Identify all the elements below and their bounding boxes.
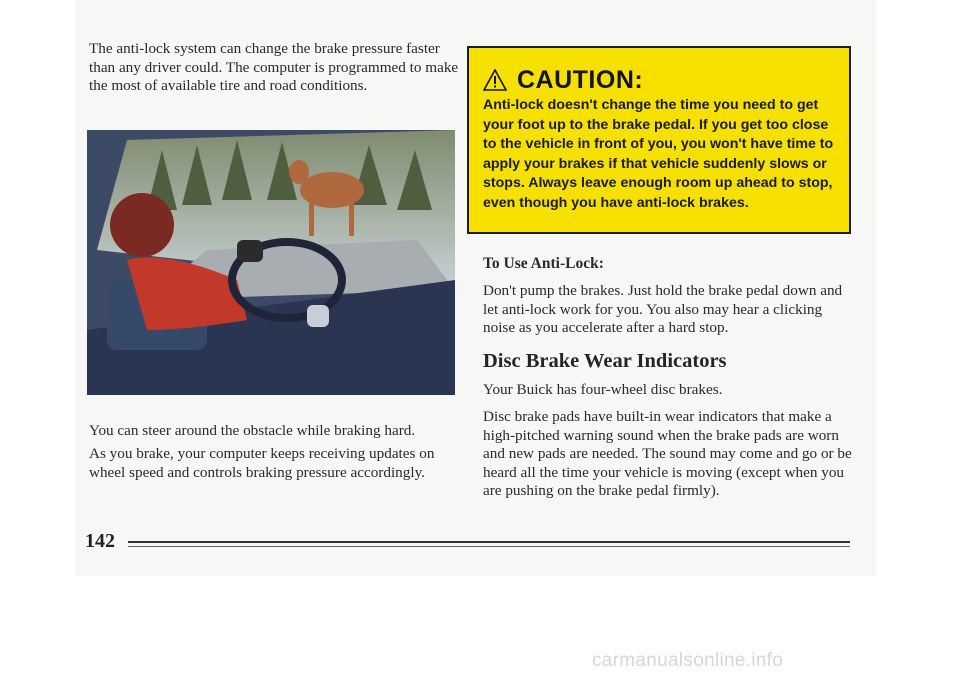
caution-body: Anti-lock doesn't change the time you need to get your foot up to the brake pedal. If you get too close to the vehicle in front of you, you won't have time to apply your brakes if that vehicle suddenly slows or stops. Always leave enough room up ahead to stop, even though you have anti-lock brakes. bbox=[483, 97, 834, 211]
use-antilock-text: Don't pump the brakes. Just hold the brake pedal down and let anti-lock work for you. You also may hear a clicking noise as you accelerate after a hard stop. bbox=[483, 282, 843, 336]
warning-triangle-icon bbox=[483, 69, 507, 91]
footer-rule bbox=[128, 541, 850, 543]
caution-header bbox=[483, 62, 643, 98]
right-column bbox=[483, 255, 853, 510]
use-antilock-subheading: To Use Anti-Lock: bbox=[483, 255, 604, 272]
intro-paragraph: The anti-lock system can change the brake pressure faster than any driver could. The computer is programmed to make the most of available tire and road conditions. bbox=[89, 40, 459, 94]
footer-rule-thin bbox=[128, 546, 850, 547]
caution-box bbox=[467, 46, 851, 234]
illustration-caption: You can steer around the obstacle while braking hard. bbox=[89, 422, 416, 439]
wheel-speed-paragraph: As you brake, your computer keeps receiving updates on wheel speed and controls braking pressure accordingly. bbox=[89, 445, 435, 481]
disc-brake-paragraph-1: Your Buick has four-wheel disc brakes. bbox=[483, 380, 723, 398]
watermark: carmanualsonline.info bbox=[592, 650, 784, 671]
disc-brake-heading: Disc Brake Wear Indicators bbox=[483, 349, 727, 372]
page-number: 142 bbox=[85, 530, 115, 552]
driver-deer-illustration bbox=[87, 130, 455, 395]
caution-title: CAUTION: bbox=[517, 65, 644, 94]
disc-brake-paragraph-2: Disc brake pads have built-in wear indicators that make a high-pitched warning sound when the brake pads are worn and new pads are needed. The sound may come and go or be heard all the time your vehicle is moving (except when you are pushing on the brake pedal firmly). bbox=[483, 408, 852, 499]
